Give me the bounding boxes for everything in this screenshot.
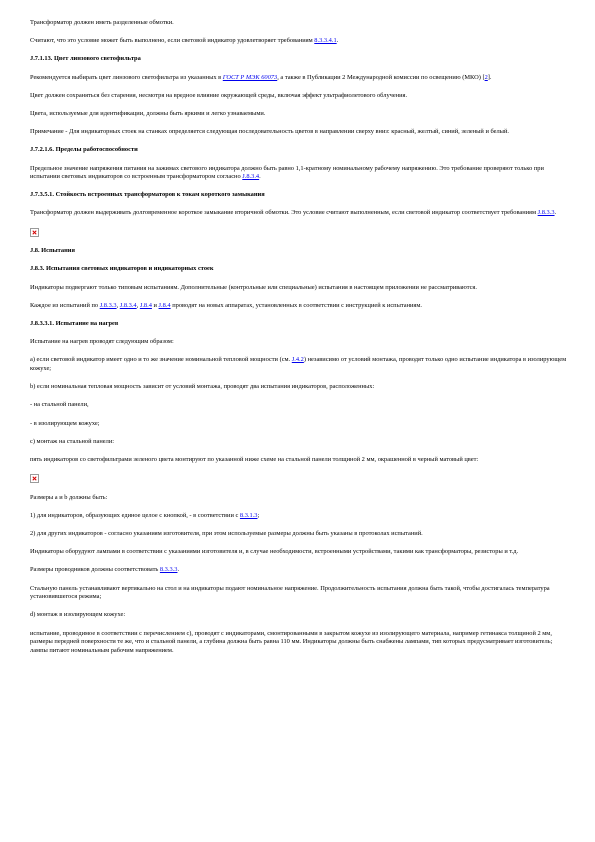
- paragraph: Размеры a и b должны быть:: [30, 493, 108, 501]
- link-reference-2[interactable]: 2: [484, 73, 488, 81]
- list-item: b) если номинальная тепловая мощность зависит от условий монтажа, проводят два испытания индикаторов, расположенных:: [30, 383, 375, 391]
- section-heading: J.7.3.5.1. Стойкость встроенных трансформаторов к токам короткого замыкания: [30, 191, 265, 199]
- list-item: с) монтаж на стальной панели:: [30, 437, 115, 445]
- link-j-8-4[interactable]: J.8.4: [139, 301, 152, 309]
- paragraph: [30, 209, 570, 218]
- paragraph-text: Размеры проводников должны соответствовать: [30, 566, 160, 574]
- section-heading: J.8.3.3.1. Испытание на нагрев: [30, 320, 119, 327]
- broken-image-icon[interactable]: [30, 474, 39, 483]
- paragraph: [30, 74, 570, 83]
- paragraph: [30, 165, 570, 182]
- paragraph: [30, 302, 570, 311]
- paragraph-text: 1) для индикаторов, образующих единое целое с кнопкой, - в соответствии с: [30, 511, 240, 519]
- list-item: d) монтаж в изолирующем кожухе:: [30, 611, 126, 619]
- link-j-8-3-3[interactable]: J.8.3.3: [537, 209, 555, 217]
- paragraph-text: ) независимо от условий монтажа, проводят только одно испытание индикатора в изолирующем кожухе;: [30, 356, 567, 372]
- paragraph-text: Рекомендуется выбирать цвет линзового светофильтра из указанных в: [30, 73, 223, 81]
- paragraph-text: ;: [257, 511, 260, 519]
- paragraph-text: Предельное значение напряжения питания на зажимах светового индикатора должно быть равно 1,1-кратному номинальному рабочему напряжению. Это требование проверяют только при испытании световых индикаторов со встроенным трансформатором согласно: [30, 164, 544, 181]
- paragraph: Трансформатор должен иметь разделенные обмотки.: [30, 19, 174, 26]
- paragraph-text: .: [259, 173, 261, 181]
- list-item: [30, 356, 570, 373]
- paragraph: Цвет должен сохраняться без старения, несмотря на вредное влияние окружающей среды, включая эффект ультрафиолетового облучения.: [30, 91, 408, 99]
- link-j-8-3-4[interactable]: J.8.3.4: [242, 173, 260, 181]
- note: Примечание - Для индикаторных стоек на станках определяется следующая последовательность цветов в направлении сверху вниз: красный, желтый, синий, зеленый и белый.: [30, 128, 509, 136]
- paragraph-text: Считают, что это условие может быть выполнено, если световой индикатор удовлетворяет требованиям: [30, 37, 315, 45]
- link-8-3-3-4-1[interactable]: 8.3.3.4.1: [314, 37, 337, 45]
- link-8-3-3-3[interactable]: 8.3.3.3: [159, 566, 178, 574]
- paragraph-text: .: [336, 37, 339, 45]
- paragraph-text: а) если световой индикатор имеет одно и то же значение номинальной тепловой мощности (см.: [30, 356, 292, 364]
- section-heading: J.7.1.13. Цвет линзового светофильтра: [30, 55, 141, 63]
- link-j-8-3-4[interactable]: J.8.3.4: [119, 301, 137, 309]
- paragraph-text: .: [177, 566, 180, 574]
- link-j-8-4[interactable]: J.8.4: [158, 301, 171, 309]
- list-item: [30, 512, 570, 521]
- link-gost-r-iec-60073[interactable]: ГОСТ Р МЭК 60073: [222, 73, 278, 81]
- paragraph: Цвета, используемые для идентификации, должны быть яркими и легко узнаваемыми.: [30, 109, 266, 117]
- broken-image-icon[interactable]: [30, 228, 39, 237]
- paragraph-text: ].: [487, 73, 492, 81]
- paragraph: Испытание на нагрев проводят следующим образом:: [30, 338, 174, 346]
- paragraph-text: .: [554, 209, 557, 217]
- list-item: - на стальной панели,: [30, 401, 89, 409]
- link-j-8-3-3[interactable]: J.8.3.3: [99, 301, 117, 309]
- paragraph: [30, 566, 570, 575]
- paragraph-text: ,: [116, 301, 120, 309]
- paragraph: Стальную панель устанавливают вертикально на стол и на индикаторы подают номинальное напряжение. Продолжительность испытания должна быть такой, чтобы достигалась температура установившегося режима;: [30, 584, 550, 601]
- paragraph-text: Трансформатор должен выдерживать долговременное короткое замыкание вторичной обмотки. Это условие считают выполненным, если световой индикатор соответствует требованиям: [30, 209, 538, 217]
- paragraph-text: и: [151, 301, 159, 309]
- section-heading: J.7.2.1.6. Пределы работоспособности: [30, 146, 138, 154]
- paragraph-text: Каждое из испытаний по: [30, 301, 100, 309]
- image-container: [30, 228, 570, 238]
- link-j-4-2[interactable]: J.4.2: [291, 356, 304, 364]
- section-heading: J.8. Испытания: [30, 247, 75, 255]
- list-item: 2) для других индикаторов - согласно указаниям изготовителя, при этом используемые размеры должны быть указаны в протоколах испытаний.: [30, 530, 423, 538]
- link-8-3-1-3[interactable]: 8.3.1.3: [239, 511, 258, 519]
- image-container: [30, 474, 570, 484]
- paragraph: Индикаторы подвергают только типовым испытаниям. Дополнительные (контрольные или специальные) испытания в настоящем приложении не рассматриваются.: [30, 283, 477, 291]
- section-heading: J.8.3. Испытания световых индикаторов и индикаторных стоек: [30, 265, 214, 273]
- paragraph-text: , а также в Публикации 2 Международной комиссии по освещению (МКО) [: [277, 73, 485, 81]
- list-item: - в изолирующем кожухе;: [30, 419, 100, 427]
- paragraph-text: проводят на новых аппаратах, установленных в соответствии с инструкцией к испытаниям.: [170, 301, 423, 309]
- paragraph: пять индикаторов со светофильтрами зеленого цвета монтируют по указанной ниже схеме на стальной панели толщиной 2 мм, окрашенной в черный матовый цвет:: [30, 455, 479, 463]
- paragraph: Индикаторы оборудуют лампами в соответствии с указаниями изготовителя и, в случае необходимости, встроенными устройствами, такими как трансформаторы, резисторы и т.д.: [30, 548, 519, 556]
- paragraph-text: ,: [136, 301, 140, 309]
- paragraph: испытание, проводимое в соответствии с перечислением с), проводят с индикаторами, смонтированными в закрытом кожухе из изолирующего материала, например гетинакса толщиной 2 мм, размеры передней поверхности те же, что и стальной панели, а глубина должна быть равна 110 мм. Индикаторы должны быть снабжены лампами, тип которых предусматривает изготовитель; лампы питают номинальным рабочим напряжением.: [30, 629, 553, 654]
- document-body: [30, 19, 570, 665]
- paragraph: [30, 37, 570, 46]
